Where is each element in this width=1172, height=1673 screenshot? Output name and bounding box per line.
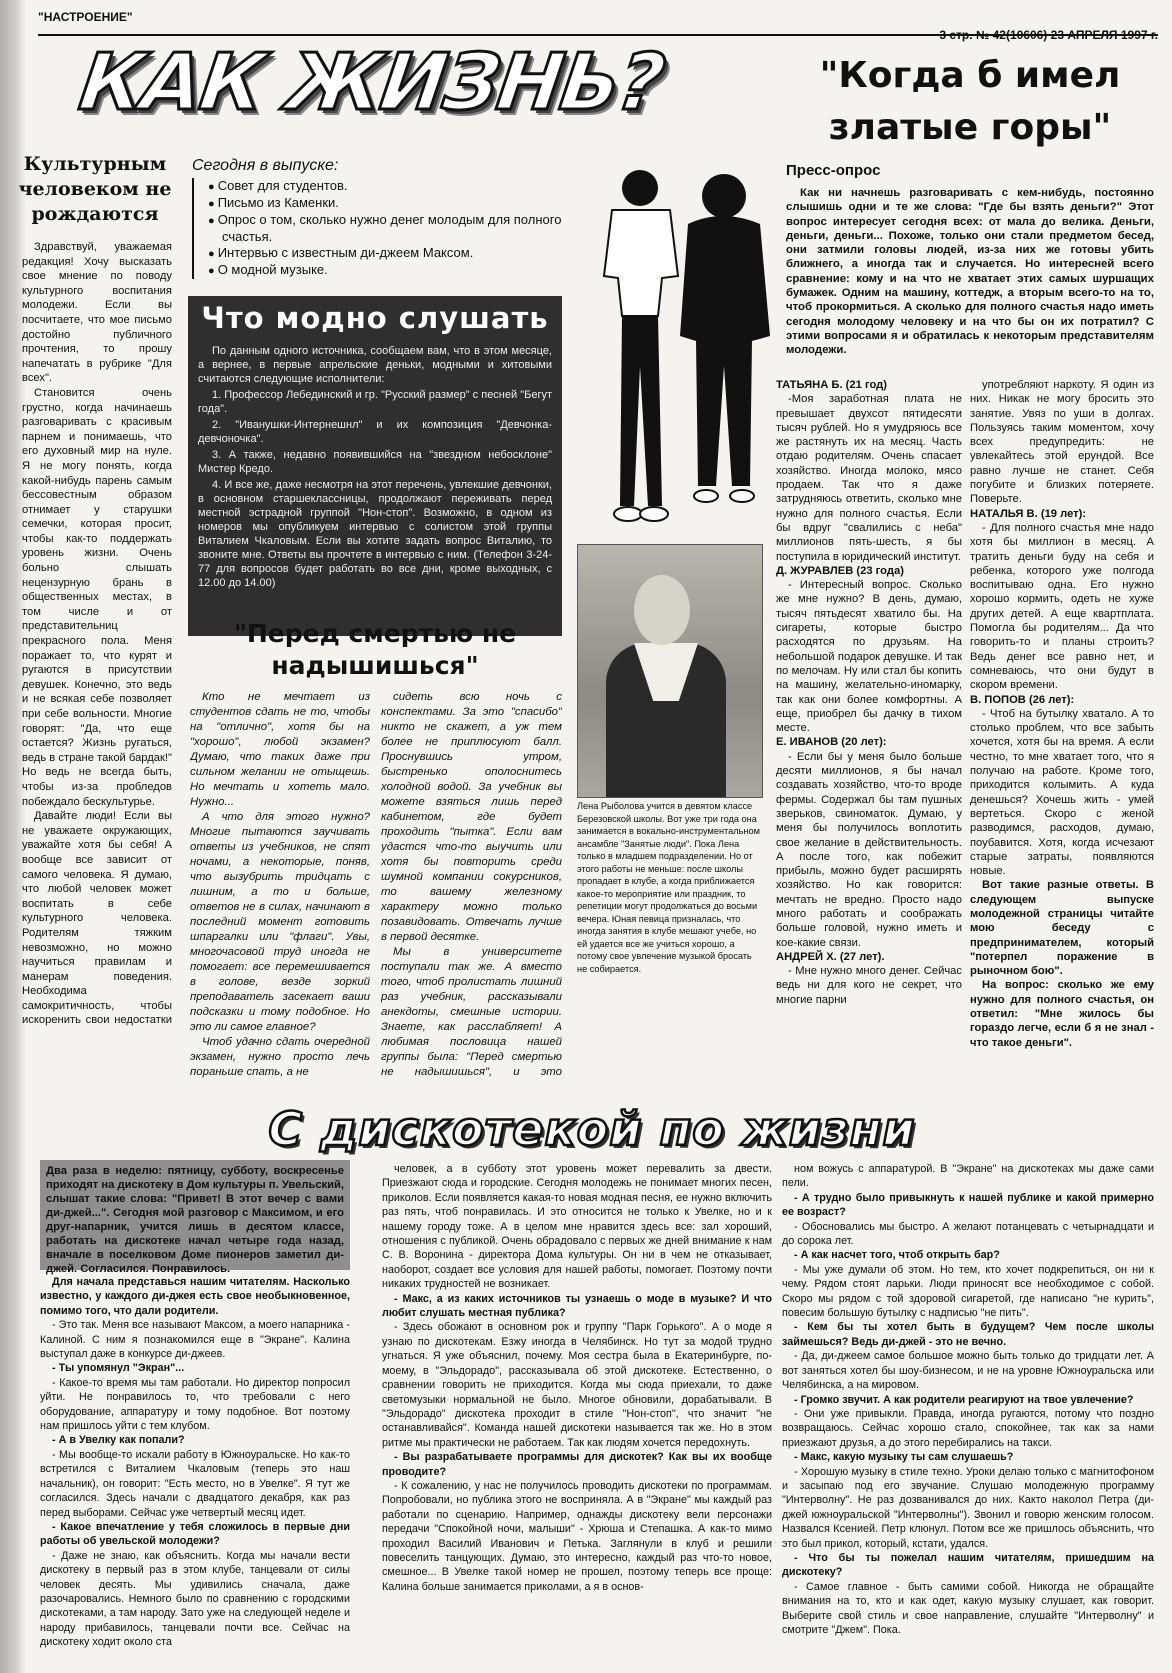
- interview-answer: - Это так. Меня все называют Максом, а моего напарника - Калиной. С ним я познакомился еще в "Экране". Калина выступал даже в конкурсе ди-джеев.: [40, 1319, 350, 1361]
- left-article-paragraph: Здравствуй, уважаемая редакция! Хочу высказать свое мнение по поводу культурного воспитания молодежи. Если вы посчитаете, что мое письмо достойно публичного прочтения, то прошу напечатать в рубрике "Для всех".: [22, 241, 172, 385]
- exam-article-col1: [190, 690, 370, 1090]
- left-article: [22, 240, 172, 1030]
- exam-article-paragraph: сидеть всю ночь с конспектами. За это "спасибо" никто не скажет, а уж тем более не приплюсуют балл. Проснувшись утром, быстренько ополоснитесь холодной водой. За учебник вы можете взяться лишь перед кабинетом, где будет проходить "пытка". Если вам удастся что-то выучить или хотя бы повторить среди шумной компании сокурсников, то вашему железному характеру можно только позавидовать. Отвечать лучше в первой десятке.: [381, 691, 562, 943]
- poll-col1: [776, 378, 962, 1068]
- respondent-name: Д. ЖУРАВЛЕВ (23 года): [776, 564, 904, 577]
- poll-headline: "Когда б имел златые горы": [819, 55, 1121, 148]
- music-box-paragraph: По данным одного источника, сообщаем вам, что в этом месяце, а вернее, в первые апрельские деньки, модными и хитовыми считаются следующие исполнители:: [198, 345, 552, 385]
- respondent-answer: На вопрос: сколько же ему нужно для полного счастья, он ответил: "Мне жилось бы гораздо легче, если б я не знал - что такое деньги".: [970, 979, 1154, 1049]
- music-box: [188, 296, 562, 636]
- contents-title: Сегодня в выпуске:: [192, 157, 339, 174]
- photo-face: [634, 575, 690, 645]
- disco-col3: [782, 1162, 1154, 1670]
- interview-answer: - Здесь обожают в основном рок и группу "Парк Горького". А о моде я узнаю по дискотекам. Езжу иногда в Челябинск. Но тут за модой трудно угнаться. Я уже объяснил, почему. Моя сестра была в Екатеринбурге, по-моему, в "Эльдорадо", рассказывала об этой дискотеке. Естественно, о сравнении говорить не приходится. Когда мы сюда приехали, то даже светомузыки нормальной не было. Многое обновили, дорабатывали. В "Эльдорадо" дискотека проходит в стиле "Нон-стоп", что значит "не останавливайся". Команда нашей дискотеки называется так же. Но в этом ритме мы практически не работаем. Так как людям хочется передохнуть.: [382, 1321, 772, 1449]
- respondent-answer: Вот такие разные ответы. В следующем выпуске молодежной страницы читайте мою беседу с предпринимателем, который "потерпел поражение в рыночном бою".: [970, 879, 1154, 978]
- photo-caption: Лена Рыболова учится в девятом классе Березовской школы. Вот уже три года она занимается в вокально-инструментальном ансамбле "Занятые люди". Пока Лена только в младшем подразделении. Но от этого работы не меньше: после школы пропадает в клубе, а когда приближается какое-то мероприятие или праздник, то репетиции могут продолжаться до восьми вечера. Юная певица призналась, что иногда занятия в клубе мешают учебе, но ей удается все же учиться хорошо, а потому свое увлечение музыкой бросать не собирается.: [577, 801, 760, 974]
- poll-col2: [970, 378, 1154, 1078]
- interview-answer: - Мы вообще-то искали работу в Южноуральске. Но как-то встретился с Виталием Чкаловым (теперь это наш начальник), он говорит: "Есть место, но в Увелке". Я тут же согласился. Здесь начали с двадцатого декабря, как раз перед выборами. Сейчас уже четвертый месяц идет.: [40, 1448, 350, 1519]
- music-box-paragraph: 4. И все же, даже несмотря на этот перечень, увлекшие девчонки, в основном старшеклассницы, продолжают переживать перед местной эстрадной группой "Нон-стоп". Возможно, в одном из номеров мы опубликуем интервью с солистом этой группы Виталием Чкаловым. Если вы хотите задать вопрос Виталию, то звоните мне. Ответы вы прочтете в интервью с ним. (Телефон 3-24-77 для вопросов будет работать во все дни, кроме выходных, с 12.00 до 14.00): [198, 479, 552, 589]
- music-box-body: [198, 344, 552, 592]
- interview-question: - Кем бы ты хотел быть в будущем? Чем после школы займешься? Ведь ди-джей - это не вечно.: [782, 1321, 1154, 1348]
- exam-article-paragraph: Мы в университете поступали так же. А вместо того, чтоб пролистать лишний раз учебник, рассказывали анекдоты, смешные истории. Знаете, как расслабляет! А любимая пословица нашей группы была: "Перед смертью не надышишься", и это: [381, 946, 562, 1078]
- exam-article-paragraph: Кто не мечтает из студентов сдать не то, чтобы на "отлично", хотя бы на "хорошо", любой экзамен? Думаю, что таких даже при сильном желании не отыщешь. Но мечтать и хотеть мало. Нужно...: [190, 691, 370, 808]
- music-box-paragraph: 3. А также, недавно появившийся на "звездном небосклоне" Мистер Кредо.: [198, 449, 552, 475]
- interview-answer: - Какое-то время мы там работали. Но директор попросил уйти. Не понравилось то, что требовали с него оборудование, аппаратуру и тому подобное. Вот поэтому нам пришлось уйти с тем клубом.: [40, 1376, 350, 1433]
- interview-question: - Макс, а из каких источников ты узнаешь о моде в музыке? И что любит слушать местная публика?: [382, 1292, 772, 1320]
- left-article-paragraph: Становится очень грустно, когда начинаешь разговаривать с красивым парнем и понимаешь, что его духовный мир на нуле. Я не могу понять, когда какой-нибудь парень самым бессовестным образом отнимает у старушки семечки, которая просит, чтобы как-то поддержать уровень жизни. Очень больно слышать нецензурную брань в общественных местах, в том числе и от представительниц прекрасного пола. Меня поражает то, что курят и ругаются в присутствии девушек. Конечно, это ведь и не всякая себе позволяет при себе вольности. Многие говорят: "Да, что еще остается? Жизнь ругаться, ведь в стране такой бардак!" Но ведь не всегда быть, чтобы из-за пробледов побеждало бескультурье.: [22, 386, 172, 808]
- interview-question: - Ты упомянул "Экран"...: [52, 1362, 185, 1375]
- issue-info: 3 стр. № 42(10606) 23 АПРЕЛЯ 1997 г.: [939, 28, 1158, 42]
- contents-item: ● Совет для студентов.: [208, 178, 562, 195]
- interview-answer: человек, а в субботу этот уровень может перевалить за двести. Приезжают сюда и городские. Сегодня молодежь не понимает многих песен, приколов. Если появляется какая-то новая модная песня, ее нужно включить раз пять, чтоб понравилась. И это относится не только к Увелке, но и к нашему городу тоже. А в целом мне нравится здесь все: зал хороший, отношения с публикой. Очень обрадовало с первых же дней внимание к нам С. В. Воронина - директора Дома культуры. Он ни в чем не отказывает, наоборот, создает все условия для нашей работы, помогает. Поэтому почти никаких трудностей не возникает.: [382, 1163, 772, 1291]
- couple-silhouette-image: [592, 166, 782, 541]
- contents-item: ● Письмо из Каменки.: [208, 195, 562, 212]
- interview-answer: - Даже не знаю, как объяснить. Когда мы начали вести дискотеку в первый раз в этом клубе, танцевали от силы человек десять. Мы удивились сначала, даже разочаровались. Немного было по сравнению с городскими дискотеками, а там народу. Зато уже на следующей неделе и народу прибавилось, танцевали почти все. Сейчас на дискотеку ходит около ста: [40, 1549, 350, 1649]
- interview-answer: - Они уже привыкли. Правда, иногда ругаются, потому что поздно возвращаюсь. Сейчас хорошо стало, спокойнее, так как за нами приезжают друзья, а до этого перебирались на такси.: [782, 1407, 1154, 1449]
- respondent-name: ТАТЬЯНА Б. (21 год): [776, 379, 887, 391]
- respondent-answer: -Моя заработная плата не превышает двухсот пятидесяти тысяч рублей. Но я умудряюсь все же растянуть их на месяц. Часть отдаю родителям. Очень спасает хозяйство. Иногда молоко, мясо продаем. Так что я даже затрудняюсь ответить, сколько мне нужно для полного счастья. Если бы вдруг "свалились с неба" миллионов пять-шесть, я бы поступила в юридический институт.: [776, 393, 962, 563]
- masthead-title: КАК ЖИЗНЬ?: [74, 38, 669, 128]
- poll-label: Пресс-опрос: [786, 162, 881, 179]
- exam-article-col2: [381, 690, 562, 1080]
- music-box-paragraph: 2. "Иванушки-Интернешнл" и их композиция "Девчонка-девчоночка".: [198, 419, 552, 445]
- respondent-name: АНДРЕЙ Х. (27 лет).: [776, 950, 885, 963]
- respondent-answer: - Если бы у меня было больше десяти миллионов, я бы начал создавать хозяйство, что-то вроде фермы. Содержал бы там пушных зверьков, свиноматок. Думаю, у меня бы получилось воплотить свое желание в действительность. А после того, как побежит прибыль, можно будет расширять хозяйство. Но как говорится: мечтать не вредно. Просто надо много работать и соображать больше головой, нужно иметь и кое-какие связи.: [776, 750, 962, 949]
- interview-answer: - Мы уже думали об этом. Но тем, кто хочет подкрепиться, он ни к чему. Рядом стоят ларьки. Люди приносят все необходимое с собой. Скоро мы рядом с той здоровой сигаретой, где написано "не курить", повесим большую бутылку с надписью "не пить".: [782, 1263, 1154, 1320]
- exam-article-paragraph: Чтоб удачно сдать очередной экзамен, нужно просто лечь пораньше спать, а не: [190, 1036, 370, 1078]
- exam-article-heading: "Перед смертью не надышишься": [233, 619, 517, 680]
- interview-answer: - Самое главное - быть самими собой. Никогда не обращайте внимания на то, кто и как одет, какую музыку слушает, как говорит. Выберите свой стиль и свое направление, слушайте "Интерволну" и смотрите "Джем". Пока.: [782, 1580, 1154, 1636]
- music-box-paragraph: 1. Профессор Лебединский и гр. "Русский размер" с песней "Бегут года".: [198, 389, 552, 415]
- contents-item: ● О модной музыке.: [208, 262, 562, 279]
- respondent-name: Е. ИВАНОВ (20 лет):: [776, 736, 887, 749]
- disco-col1: [40, 1275, 350, 1670]
- contents-item: ● Опрос о том, сколько нужно денег молодым для полного счастья.: [208, 212, 562, 245]
- poll-lead-paragraph: Как ни начнешь разговаривать с кем-нибудь, постоянно слышишь одни и те же слова: "Где бы взять деньги?" Этот вопрос интересует сегодня всех: от мала до велика. Деньги, деньги, деньги... Похоже, только они стали предметом бесед, они затмили головы людей, из-за них же готовы убить ближнего, а иногда так и случается. Но интересней всего сравнение: кому и на что не хватает этих самых шуршащих бумажек. Одним на машину, коттедж, а вторым всего-то на то, чтоб прокормиться. А сколько для полного счастья надо иметь сегодня молодому человеку и на что бы он их потратил? С этими вопросами я и обратилась к некоторым представителям молодежи.: [786, 187, 1154, 357]
- respondent-answer: - Для полного счастья мне надо хотя бы миллион в месяц. А тратить деньги буду на себя и ребенка, которого уже полгода воспитываю одна. Его нужно хорошо кормить, одеть не хуже других детей. А еще квартплата. Помогла бы родителям... Да что говорить-то и планы строить? Ведь денег все равно нет, и сомневаюсь, что они будут в скором времени.: [970, 521, 1154, 692]
- disco-col2: [382, 1162, 772, 1670]
- interview-question: - Вы разрабатываете программы для дискотек? Как вы их вообще проводите?: [382, 1451, 772, 1478]
- respondent-answer: - Чтоб на бутылку хватало. А то столько проблем, что все забыть хочется, хотя бы на время. А если честно, то мне хватает того, что я получаю на работе. Кроме того, приходится колымить. А куда денешься? Хочешь жить - умей вертеться. Скоро с женой разводимся, расходов, думаю, поубавится. Хотя, когда исчезают старые затраты, появляются новые.: [970, 707, 1154, 878]
- interview-answer: ном вожусь с аппаратурой. В "Экране" на дискотеках мы даже сами пели.: [782, 1163, 1154, 1190]
- respondent-name: НАТАЛЬЯ В. (19 лет):: [970, 507, 1087, 520]
- interview-question: - Макс, какую музыку ты сам слушаешь?: [794, 1451, 1014, 1464]
- interview-question: - Громко звучит. А как родители реагируют на твое увлечение?: [794, 1393, 1134, 1406]
- left-article-paragraph: Давайте люди! Если вы не уважаете окружающих, уважайте хотя бы себя! А вообще все зависит от самого человека. Я думаю, что любой человек может воспитать в себе культурного человека. Родителям тяжким невозможно, но можно научиться правилам и манерам поведения. Необходима самокритичность, чтобы искоренить свои недостатки: [22, 810, 172, 1027]
- disco-interview-title: С дискотекой по жизни: [268, 1102, 916, 1156]
- interview-answer: - Хорошую музыку в стиле техно. Уроки делаю только с магнитофоном и засыпаю под его звучание. Слушаю молодежную программу "Интерволну". Не раз дозванивался до них. Както наколол Петра (ди-джей южноуральской "Интерволны"). Звонил и говорю женским голосом. Назвался Ксенией. Петр клюнул. Потом все же пришлось объяснить, что это был прикол, который, кстати, удался.: [782, 1465, 1154, 1550]
- respondent-answer: - Интересный вопрос. Сколько же мне нужно? В день, думаю, тысяч пятьдесят хватило бы. На сигареты, которые быстро расходятся по друзьям. На небольшой подарок девушке. И так по мелочам. Ну или стал бы копить на машину, желательно-иномарку, так как они более комфортны. А еще, приобрел бы дачку в тихом месте.: [776, 579, 962, 735]
- page-header: [38, 6, 1158, 42]
- interview-question: - А в Увелку как попали?: [52, 1434, 185, 1447]
- interview-question: Для начала представься нашим читателям. Насколько известно, у каждого ди-джея есть свое необыкновенное, помимо того, что дали родители.: [40, 1276, 350, 1317]
- respondent-answer: употребляют наркоту. Я один из них. Никак не могу бросить это занятие. Увяз по уши в долгах. Пользуясь таким моментом, хочу всех предупредить: не увлекайтесь этой ерундой. Все равно лучше не станет. Себя погубите и близких потеряете. Поверьте.: [970, 379, 1154, 506]
- section-name: "НАСТРОЕНИЕ": [38, 10, 133, 24]
- interview-question: - Какое впечатление у тебя сложилось в первые дни работы об увельской молодежи?: [40, 1520, 350, 1548]
- interview-answer: - Да, ди-джеем самое большое можно быть только до тридцати лет. А вот заняться хотел бы шоу-бизнесом, и не на уровне Южноуральска или Челябинска, а на мировом.: [782, 1350, 1154, 1392]
- respondent-name: В. ПОПОВ (26 лет):: [970, 693, 1075, 706]
- issue-contents: [192, 158, 562, 279]
- interview-question: - А трудно было привыкнуть к нашей публике и какой примерно ее возраст?: [782, 1191, 1154, 1219]
- disco-intro: Два раза в неделю: пятницу, субботу, воскресенье приходят на дискотеку в Дом культуры п. Увельский, слышат такие слова: "Привет! В этот вечер с вами ди-джей...". Сегодня мой разговор с Максимом, и его друг-напарник, учится лишь в десятом классе, работать на дискотеке начал четыре года назад, вначале в поселковом Доме пионеров заметил ди-джей. Согласился. Понравилось.: [40, 1160, 350, 1270]
- respondent-answer: - Мне нужно много денег. Сейчас ведь ни для кого не секрет, что многие парни: [776, 965, 962, 1006]
- interview-question: - А как насчет того, чтоб открыть бар?: [794, 1249, 1000, 1262]
- contents-item: ● Интервью с известным ди-джеем Максом.: [208, 245, 562, 262]
- poll-lead: [786, 186, 1154, 358]
- contents-list: [192, 178, 562, 279]
- exam-article-paragraph: А что для этого нужно? Многие пытаются заучивать ответы из учебников, не спят ночами, а некоторые, поняв, что вызубрить тридцать с лишним, а то и больше, ответов не в силах, начинают в последний момент готовить шпаргалки или "флаги". Увы, многочасовой труд иногда не помогает: все перемешивается в голове, везде зоркий преподаватель засекает ваши подсказки и тому подобное. Но это ли самое главное?: [190, 811, 370, 1033]
- interview-answer: - К сожалению, у нас не получилось проводить дискотеки по программам. Попробовали, но публика этого не восприняла. А в "Экране" мы каждый раз работали по сценарию. Например, однажды дискотеку вели персонажи передачи "Спокойной ночи, малыши" - Хрюша и Степашка. А как-то мимо проходил Василий Иванович и Петька. Заглянули в клуб и решили повеселить танцующих. Думаю, это интересно, каждый раз что-то новое, смешное... В Увелке такой номер не прошел, поэтому теперь все проще: Калина больше занимается приколами, а я в основ-: [382, 1479, 772, 1593]
- left-article-heading: Культурным человеком не рождаются: [18, 153, 172, 225]
- interview-question: - Что бы ты пожелал нашим читателям, пришедшим на дискотеку?: [782, 1551, 1154, 1579]
- girl-photo-image: [577, 544, 763, 798]
- interview-answer: - Обосновались мы быстро. А желают потанцевать с четырнадцати и до сорока лет.: [782, 1220, 1154, 1248]
- music-box-title: Что модно слушать: [201, 301, 549, 335]
